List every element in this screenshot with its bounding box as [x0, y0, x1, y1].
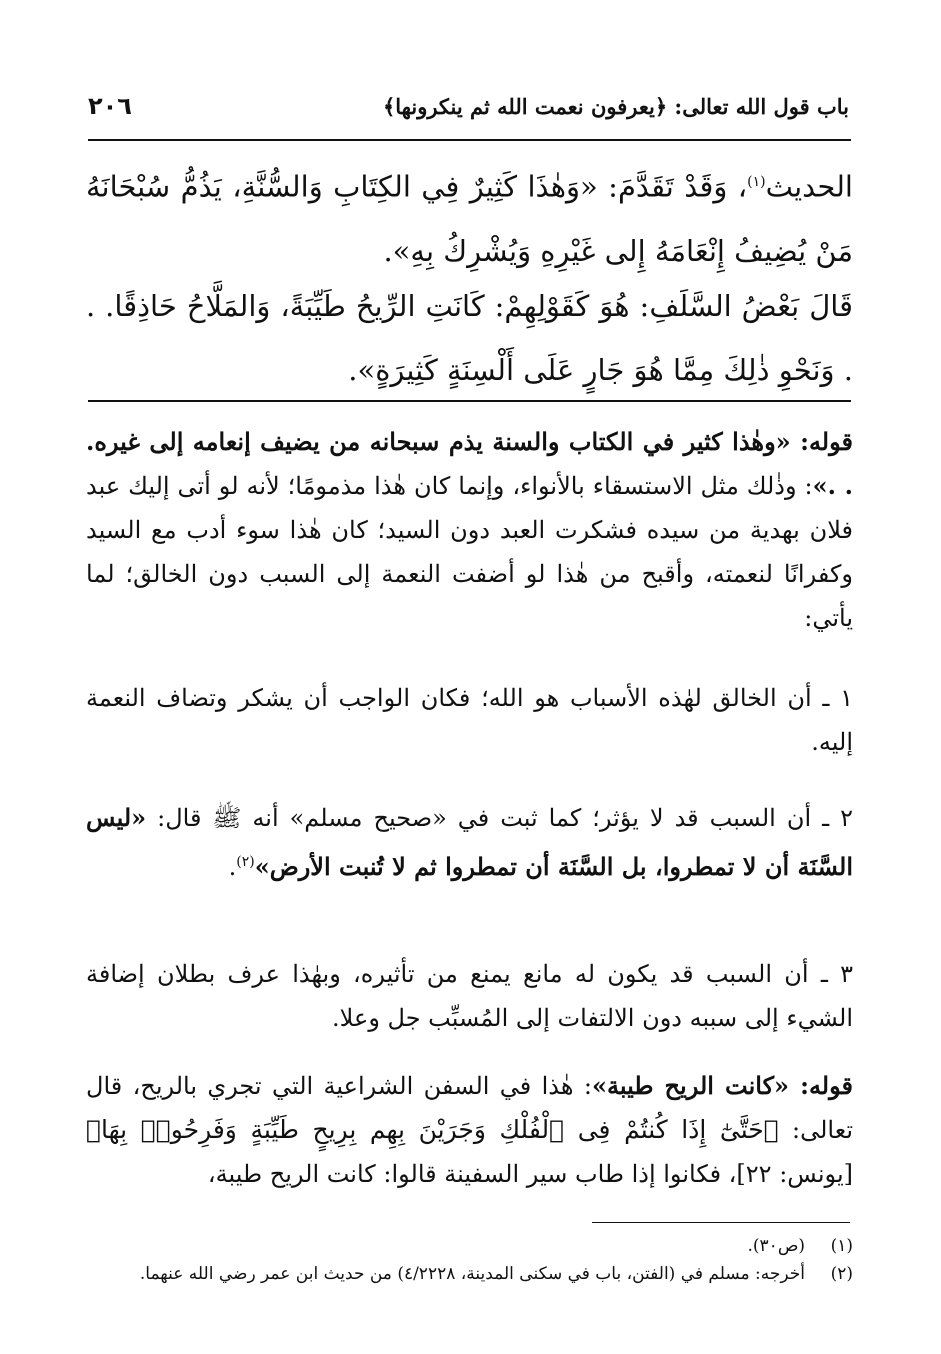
point-2-end: . — [228, 853, 237, 881]
commentary-text-2b: [يونس: ٢٢]، فكانوا إذا طاب سير السفينة قالوا: كانت الريح طيبة، — [207, 1160, 853, 1188]
footnote-text: (ص٣٠). — [747, 1236, 805, 1256]
commentary-paragraph-2 — [86, 1064, 853, 1196]
point-2-text: ٢ ـ أن السبب قد لا يؤثر؛ كما ثبت في «صحيح مسلم» أنه ﷺ قال: — [146, 804, 854, 832]
commentary-text-2a: : هٰذا في السفن الشراعية التي تجري بالريح، قال تعالى: — [86, 1072, 853, 1144]
commentary-heading-2: قوله: «كانت الريح طيبة» — [592, 1071, 853, 1100]
quoted-text-rest: ، وَقَدْ تَقَدَّمَ: «وَهٰذَا كَثِيرٌ فِي الكِتَابِ وَالسُّنَّةِ، يَذُمُّ سُبْحَانَهُ مَنْ يُضِيفُ إِنْعَامَهُ إِلى غَيْرِهِ وَيُشْرِكُ بِهِ». — [86, 169, 853, 268]
footnote-number: (١) — [830, 1236, 853, 1256]
footnote-divider — [592, 1222, 850, 1223]
quoted-text-start: الحديث — [765, 169, 853, 204]
quran-verse: ﴿حَتَّىٰٓ إِذَا كُنتُمْ فِى ٱلْفُلْكِ وَجَرَيْنَ بِهِم بِرِيحٍ طَيِّبَةٍ وَفَرِحُوا۟ بِهَا﴾ — [86, 1115, 779, 1144]
footnote-item — [86, 1260, 853, 1288]
commentary-text-1: : وذٰلك مثل الاستسقاء بالأنواء، وإنما كان هٰذا مذمومًا؛ لأنه لو أتى إليك عبد فلان بهدية من سيده فشكرت العبد دون السيد؛ كان هٰذا سوء أدب مع السيد وكفرانًا لنعمته، وأقبح من هٰذا لو أضفت النعمة إلى السبب دون الخالق؛ لما يأتي: — [86, 472, 853, 632]
footnote-ref-1: (١) — [747, 174, 766, 190]
footnote-text: أخرجه: مسلم في (الفتن، باب في سكنى المدينة، ٤/٢٢٢٨) من حديث ابن عمر رضي الله عنهما. — [139, 1264, 805, 1284]
quoted-text-paragraph-2: قَالَ بَعْضُ السَّلَفِ: هُوَ كَقَوْلِهِمْ: كَانَتِ الرِّيحُ طَيِّبَةً، وَالمَلَّاحُ حَاذِقًا. . . وَنَحْوِ ذٰلِكَ مِمَّا هُوَ جَارٍ عَلَى أَلْسِنَةٍ كَثِيرَةٍ». — [86, 289, 853, 387]
point-2 — [86, 796, 853, 889]
footnote-ref-2: (٢) — [236, 854, 255, 870]
footnotes — [86, 1232, 853, 1288]
page-header — [88, 86, 849, 126]
commentary-paragraph-1 — [86, 420, 853, 640]
footnote-item — [86, 1232, 853, 1260]
header-divider — [88, 139, 851, 141]
point-1: ١ ـ أن الخالق لهٰذه الأسباب هو الله؛ فكان الواجب أن يشكر وتضاف النعمة إليه. — [86, 684, 853, 756]
quoted-text-paragraph — [86, 150, 853, 283]
point-3: ٣ ـ أن السبب قد يكون له مانع يمنع من تأثيره، وبهٰذا عرف بطلان إضافة الشيء إلى سببه دون الالتفات إلى المُسبِّب جل وعلا. — [86, 960, 853, 1032]
footnote-number: (٢) — [830, 1264, 853, 1284]
page-number: ٢٠٦ — [88, 92, 132, 120]
commentary-heading-1: قوله: «وهٰذا كثير في الكتاب والسنة يذم سبحانه من يضيف إنعامه إلى غيره. . .» — [86, 427, 853, 500]
chapter-title: باب قول الله تعالى: ﴿يعرفون نعمت الله ثم ينكرونها﴾ — [382, 93, 849, 119]
commentary-divider — [88, 400, 851, 402]
hadith-text: «ليس السَّنَة أن لا تمطروا، بل السَّنَة أن تمطروا ثم لا تُنبت الأرض» — [86, 803, 853, 881]
